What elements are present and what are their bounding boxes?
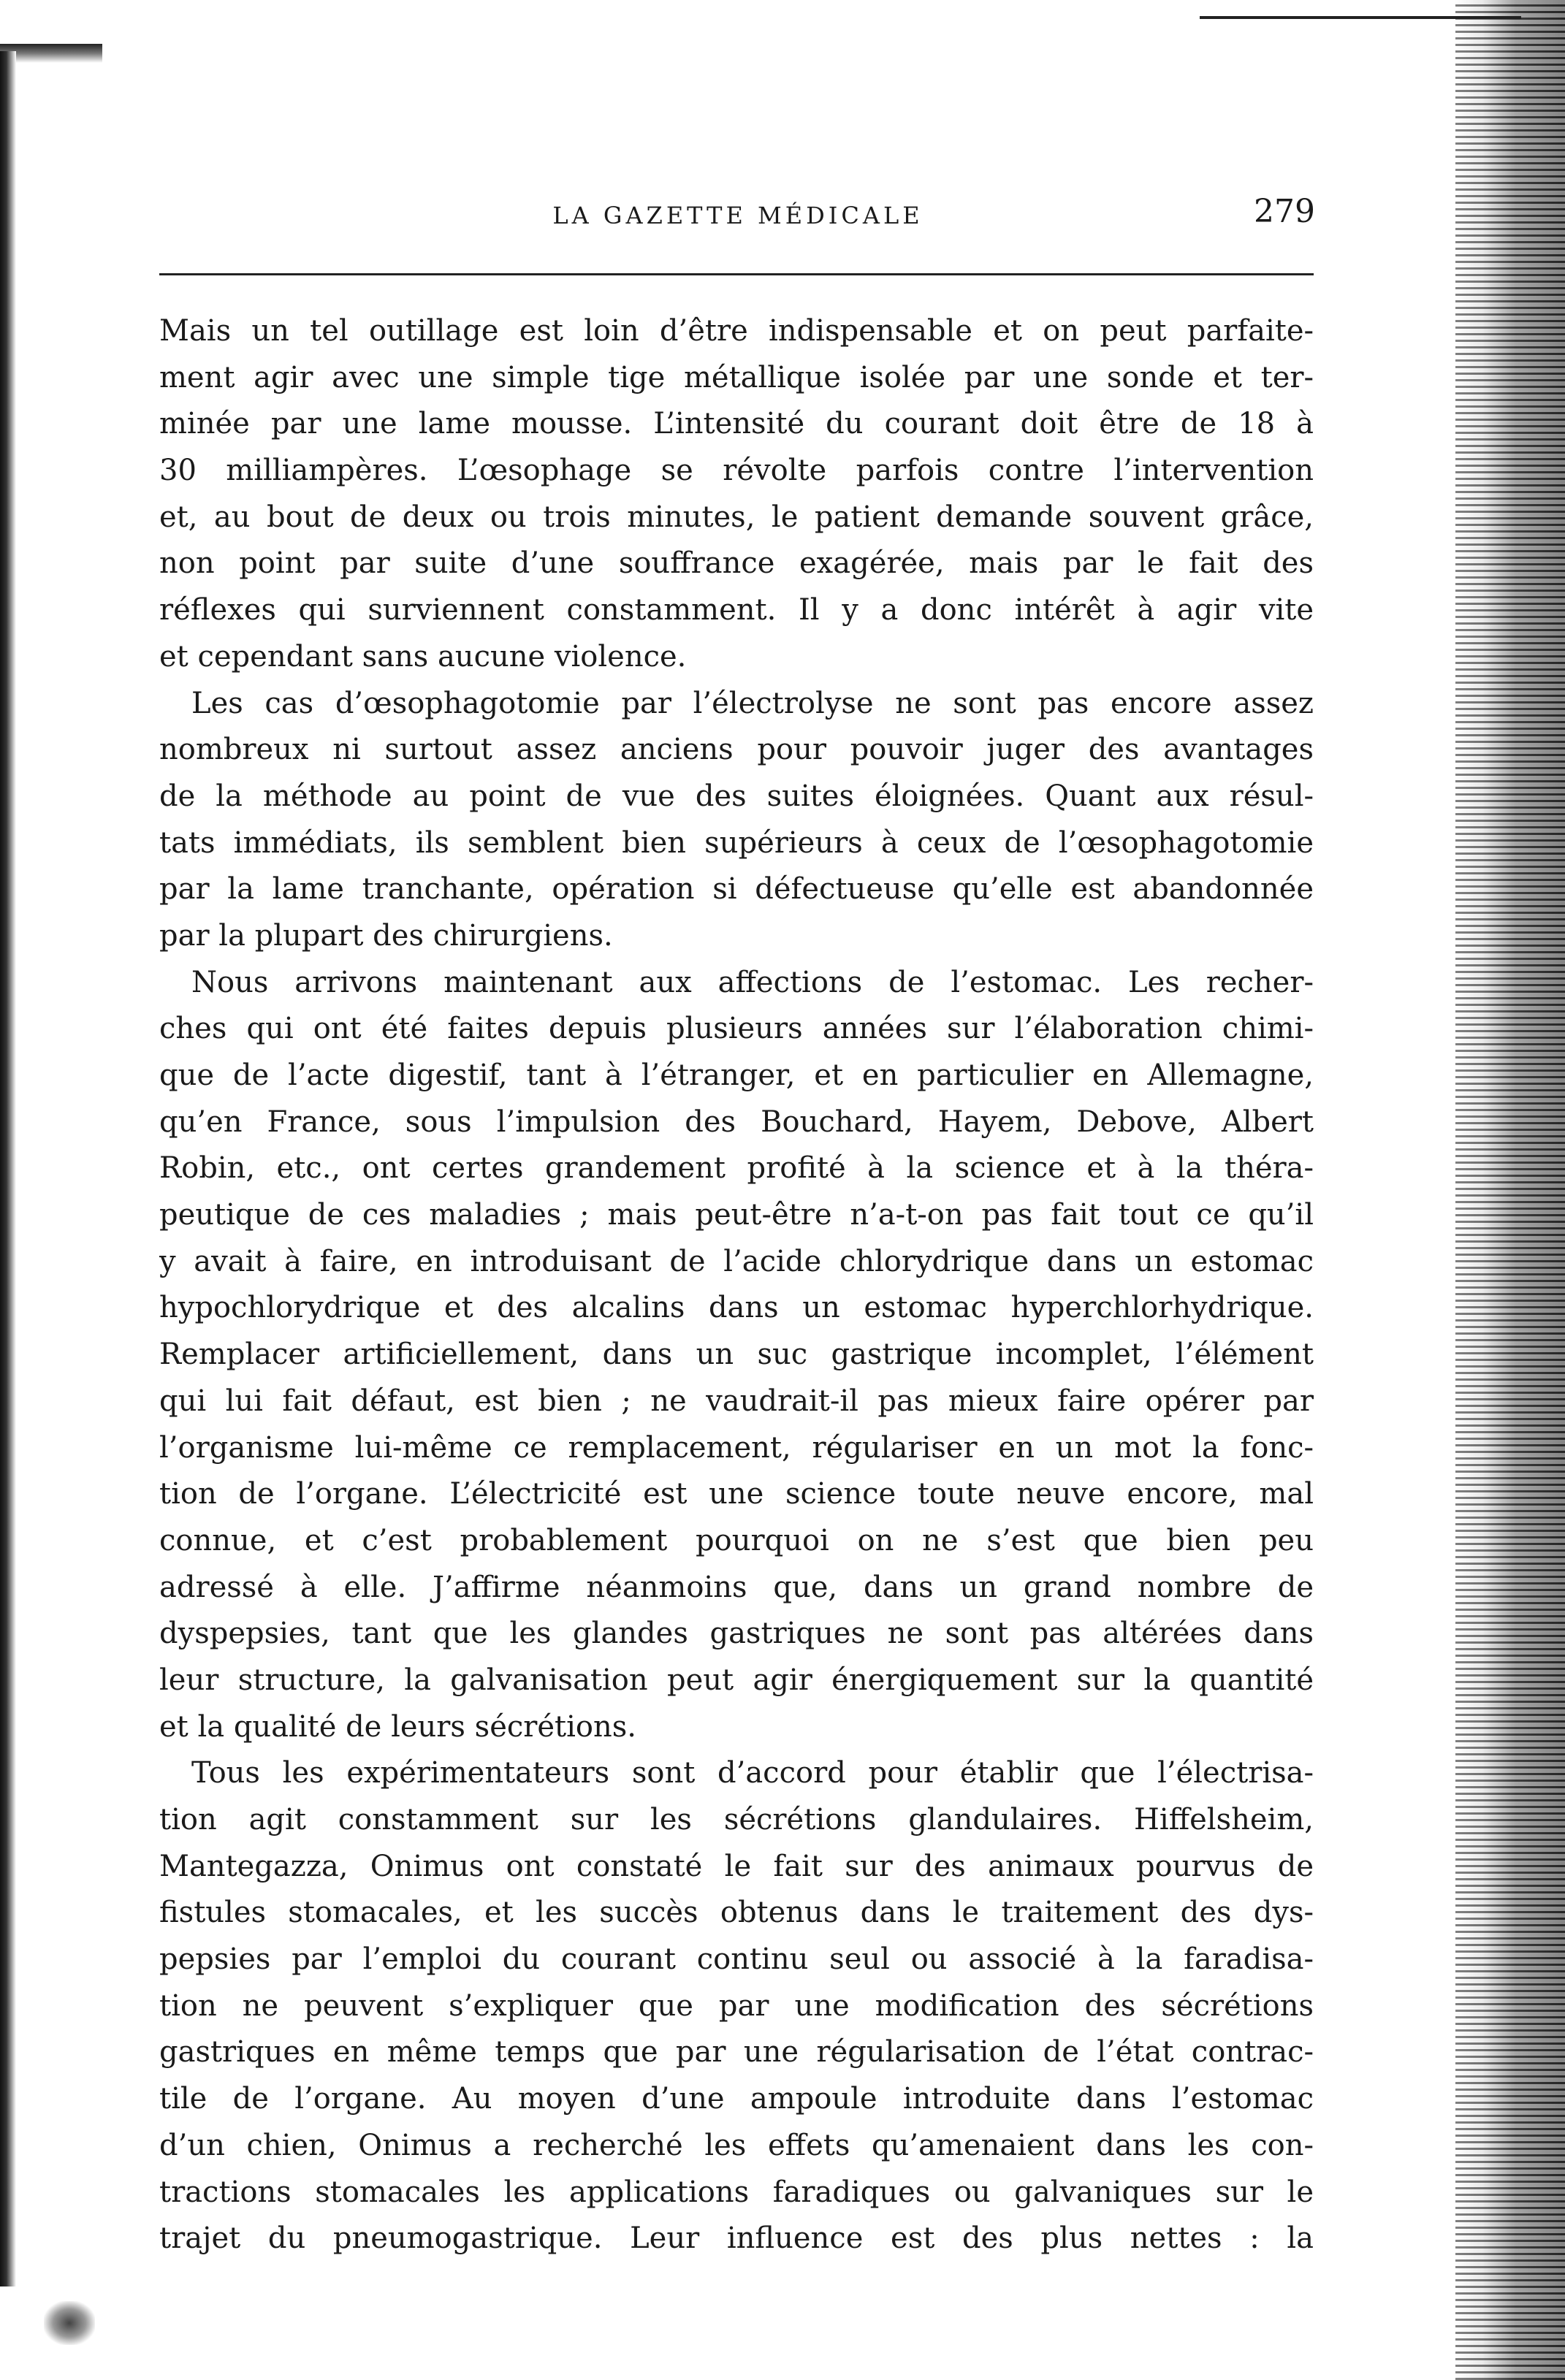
text-line: Nous arrivons maintenant aux affections de l’estomac. Les recher- bbox=[191, 965, 1314, 999]
text-line: gastriques en même temps que par une régularisation de l’état contrac- bbox=[159, 2035, 1314, 2070]
text-line: Tous les expérimentateurs sont d’accord pour établir que l’électrisa- bbox=[191, 1756, 1314, 1790]
body-text bbox=[159, 308, 1314, 2262]
book-binding-edge bbox=[1455, 0, 1565, 2380]
text-line: tile de l’organe. Au moyen d’une ampoule introduite dans l’estomac bbox=[159, 2082, 1314, 2116]
text-line: Mantegazza, Onimus ont constaté le fait sur des animaux pourvus de bbox=[159, 1849, 1314, 1883]
running-head bbox=[161, 190, 1315, 234]
text-line: qui lui fait défaut, est bien ; ne vaudrait-il pas mieux faire opérer par bbox=[159, 1384, 1314, 1418]
scan-smudge bbox=[44, 2301, 95, 2345]
text-line: tion agit constamment sur les sécrétions glandulaires. Hiffelsheim, bbox=[159, 1803, 1314, 1837]
text-line: peutique de ces maladies ; mais peut-être n’a-t-on pas fait tout ce qu’il bbox=[159, 1198, 1314, 1232]
journal-title: LA GAZETTE MÉDICALE bbox=[552, 202, 924, 229]
text-line: Les cas d’œsophagotomie par l’électrolyse ne sont pas encore assez bbox=[191, 686, 1314, 720]
text-line: trajet du pneumogastrique. Leur influence est des plus nettes : la bbox=[159, 2221, 1314, 2256]
text-line: qu’en France, sous l’impulsion des Bouchard, Hayem, Debove, Albert bbox=[159, 1105, 1314, 1139]
text-line: par la lame tranchante, opération si défectueuse qu’elle est abandonnée bbox=[159, 872, 1314, 907]
header-rule bbox=[159, 273, 1314, 275]
text-line: pepsies par l’emploi du courant continu seul ou associé à la faradisa- bbox=[159, 1942, 1314, 1977]
text-line: l’organisme lui-même ce remplacement, régulariser en un mot la fonc- bbox=[159, 1430, 1314, 1465]
text-line: Remplacer artificiellement, dans un suc gastrique incomplet, l’élément bbox=[159, 1338, 1314, 1372]
text-line: dyspepsies, tant que les glandes gastriques ne sont pas altérées dans bbox=[159, 1617, 1314, 1651]
text-line: réflexes qui surviennent constamment. Il y a donc intérêt à agir vite bbox=[159, 593, 1314, 628]
text-line: tion ne peuvent s’expliquer que par une modification des sécrétions bbox=[159, 1988, 1314, 2023]
text-line: tats immédiats, ils semblent bien supérieurs à ceux de l’œsophagotomie bbox=[159, 825, 1314, 860]
text-line: connue, et c’est probablement pourquoi on ne s’est que bien peu bbox=[159, 1523, 1314, 1557]
text-line: non point par suite d’une souffrance exagérée, mais par le fait des bbox=[159, 546, 1314, 581]
text-line: hypochlorydrique et des alcalins dans un estomac hyperchlorhydrique. bbox=[159, 1291, 1314, 1325]
text-line: ches qui ont été faites depuis plusieurs années sur l’élaboration chimi- bbox=[159, 1012, 1314, 1046]
text-line: y avait à faire, en introduisant de l’acide chlorydrique dans un estomac bbox=[159, 1244, 1314, 1278]
text-line: tion de l’organe. L’électricité est une science toute neuve encore, mal bbox=[159, 1477, 1314, 1511]
text-line: par la plupart des chirurgiens. bbox=[159, 918, 613, 953]
scan-edge-artifact bbox=[0, 51, 16, 2286]
text-line: tractions stomacales les applications faradiques ou galvaniques sur le bbox=[159, 2175, 1314, 2209]
text-line: 30 milliampères. L’œsophage se révolte parfois contre l’intervention bbox=[159, 454, 1314, 488]
text-line: de la méthode au point de vue des suites éloignées. Quant aux résul- bbox=[159, 779, 1314, 813]
text-line: adressé à elle. J’affirme néanmoins que, dans un grand nombre de bbox=[159, 1570, 1314, 1604]
scan-edge-artifact bbox=[1200, 16, 1521, 19]
text-line: d’un chien, Onimus a recherché les effets qu’amenaient dans les con- bbox=[159, 2128, 1314, 2162]
text-line: nombreux ni surtout assez anciens pour pouvoir juger des avantages bbox=[159, 733, 1314, 767]
text-line: et, au bout de deux ou trois minutes, le patient demande souvent grâce, bbox=[159, 500, 1314, 534]
text-line: leur structure, la galvanisation peut agir énergiquement sur la quantité bbox=[159, 1663, 1314, 1697]
text-line: et cependant sans aucune violence. bbox=[159, 639, 687, 674]
text-line: Robin, etc., ont certes grandement profité à la science et à la théra- bbox=[159, 1151, 1314, 1186]
text-line: que de l’acte digestif, tant à l’étranger, et en particulier en Allemagne, bbox=[159, 1059, 1314, 1092]
text-line: fistules stomacales, et les succès obtenus dans le traitement des dys- bbox=[159, 1896, 1314, 1930]
page-number: 279 bbox=[1254, 193, 1315, 230]
text-line: et la qualité de leurs sécrétions. bbox=[159, 1709, 637, 1744]
text-line: Mais un tel outillage est loin d’être indispensable et on peut parfaite- bbox=[159, 314, 1314, 348]
text-line: minée par une lame mousse. L’intensité du courant doit être de 18 à bbox=[159, 407, 1314, 441]
text-line: ment agir avec une simple tige métallique isolée par une sonde et ter- bbox=[159, 360, 1314, 394]
